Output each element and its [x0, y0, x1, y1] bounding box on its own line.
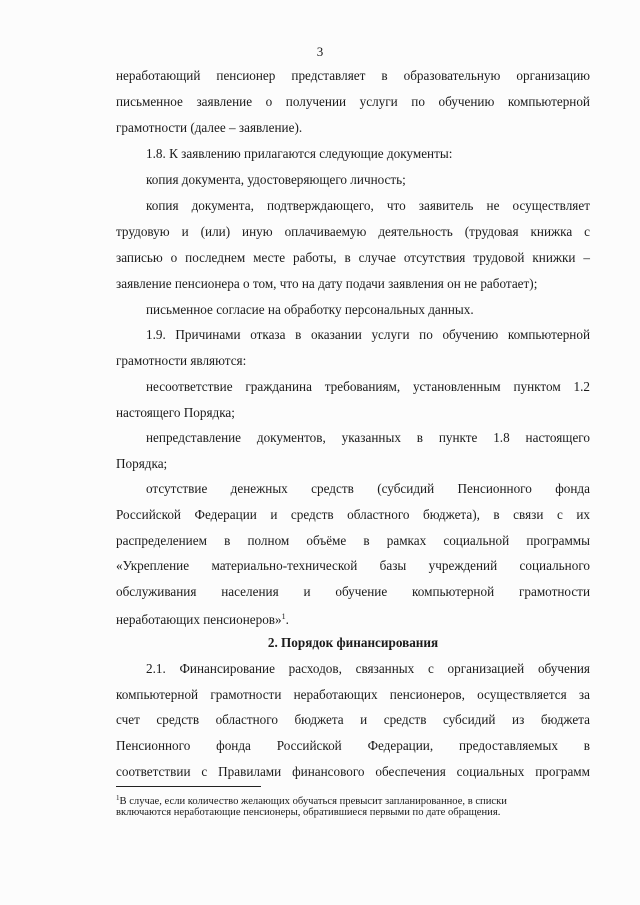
text-line: письменное заявление о получении услуги по обучению компьютерной — [116, 94, 590, 109]
text-line: грамотности являются: — [116, 353, 247, 368]
text-line: обслуживания населения и обучение компьютерной грамотности — [116, 584, 590, 599]
text-line: неработающих пенсионеров» — [116, 612, 282, 627]
footnote-line: включаются неработающие пенсионеры, обратившиеся первыми по дате обращения. — [116, 807, 501, 818]
text-line: соответствии с Правилами финансового обеспечения социальных программ — [116, 764, 590, 779]
text-line: письменное согласие на обработку персональных данных. — [146, 302, 474, 317]
text-line: «Укрепление материально-технической базы учреждений социального — [116, 558, 590, 573]
text-line: грамотности (далее – заявление). — [116, 120, 303, 135]
footnote-separator — [116, 786, 261, 787]
footnote-reference: 1 — [281, 612, 286, 621]
text-line: несоответствие гражданина требованиям, установленным пунктом 1.2 — [146, 379, 590, 394]
text-line: трудовую и (или) иную оплачиваемую деятельность (трудовая книжка с — [116, 224, 590, 239]
text-line: отсутствие денежных средств (субсидий Пенсионного фонда — [146, 481, 590, 496]
text-line: копия документа, подтверждающего, что заявитель не осуществляет — [146, 198, 590, 213]
trailing-period: . — [285, 612, 289, 627]
text-line: неработающий пенсионер представляет в образовательную организацию — [116, 68, 590, 83]
section-2-1-heading: 2.1. Финансирование расходов, связанных с организацией обучения — [146, 661, 590, 676]
text-line: счет средств областного бюджета и средств субсидий из бюджета — [116, 712, 590, 727]
text-line: настоящего Порядка; — [116, 405, 235, 420]
page-number: 3 — [316, 44, 324, 59]
section-heading: 2. Порядок финансирования — [267, 635, 439, 650]
footnote-marker: 1 — [116, 794, 120, 802]
section-1-9-heading: 1.9. Причинами отказа в оказании услуги по обучению компьютерной — [146, 327, 590, 342]
text-line: копия документа, удостоверяющего личность; — [146, 172, 406, 187]
text-line: компьютерной грамотности неработающих пенсионеров, осуществляется за — [116, 687, 590, 702]
footnote-text: В случае, если количество желающих обучаться превысит запланированное, в списки — [119, 796, 507, 807]
text-line: распределением в полном объёме в рамках социальной программы — [116, 533, 590, 548]
text-line: Пенсионного фонда Российской Федерации, предоставляемых в — [116, 738, 590, 753]
text-line: непредставление документов, указанных в пункте 1.8 настоящего — [146, 430, 590, 445]
text-line: Российской Федерации и средств областного бюджета), в связи с их — [116, 507, 590, 522]
text-line-with-footnote — [116, 609, 590, 628]
text-line: Порядка; — [116, 456, 168, 471]
text-line: записью о последнем месте работы, в случае отсутствия трудовой книжки – — [116, 250, 590, 265]
text-line: заявление пенсионера о том, что на дату подачи заявления он не работает); — [116, 276, 538, 291]
section-1-8-heading: 1.8. К заявлению прилагаются следующие документы: — [146, 146, 453, 161]
